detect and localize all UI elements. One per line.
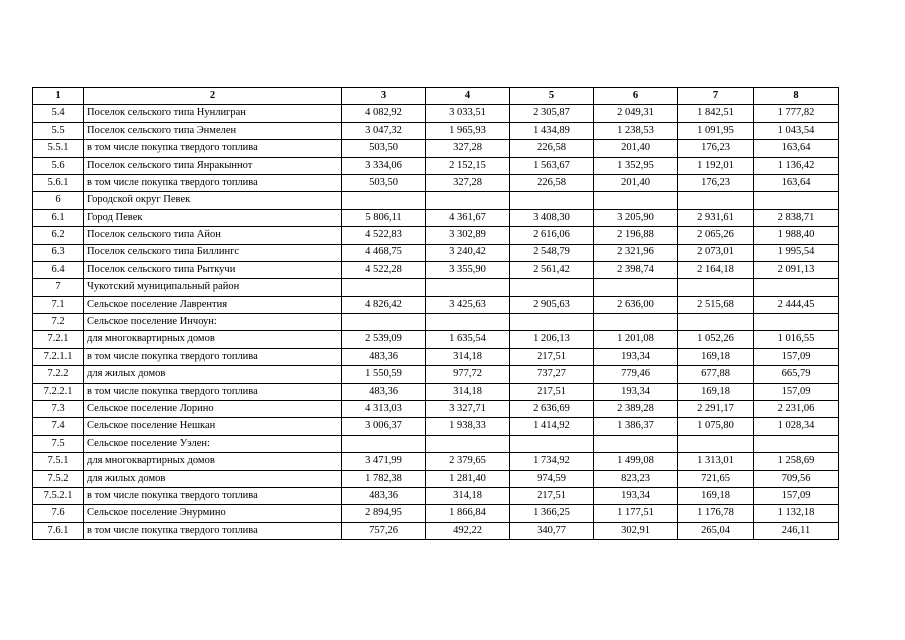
- row-number: 6.4: [33, 261, 84, 278]
- cell-value: 492,22: [426, 522, 510, 539]
- cell-value: 1 091,95: [678, 122, 754, 139]
- row-name: в том числе покупка твердого топлива: [84, 383, 342, 400]
- table-row: [33, 487, 839, 504]
- row-number: 5.6: [33, 157, 84, 174]
- table-row: [33, 453, 839, 470]
- cell-value: 327,28: [426, 140, 510, 157]
- cell-value: 2 379,65: [426, 453, 510, 470]
- table-row: [33, 296, 839, 313]
- table-row: [33, 261, 839, 278]
- cell-value: 1 366,25: [510, 505, 594, 522]
- cell-value: 169,18: [678, 487, 754, 504]
- row-name: в том числе покупка твердого топлива: [84, 487, 342, 504]
- cell-value: 3 355,90: [426, 261, 510, 278]
- cell-value: 2 838,71: [754, 209, 839, 226]
- cell-value: 2 398,74: [594, 261, 678, 278]
- table-row: [33, 227, 839, 244]
- cell-value: 3 006,37: [342, 418, 426, 435]
- row-name: для многоквартирных домов: [84, 453, 342, 470]
- cell-value: 1 938,33: [426, 418, 510, 435]
- cell-value: 709,56: [754, 470, 839, 487]
- cell-value: 1 075,80: [678, 418, 754, 435]
- row-name: для жилых домов: [84, 470, 342, 487]
- table-row: [33, 192, 839, 209]
- cell-value: 4 522,28: [342, 261, 426, 278]
- table-row: [33, 331, 839, 348]
- row-number: 6.1: [33, 209, 84, 226]
- cell-value: [754, 435, 839, 452]
- row-name: Сельское поселение Нешкан: [84, 418, 342, 435]
- row-number: 5.5: [33, 122, 84, 139]
- cell-value: [754, 314, 839, 331]
- cell-value: 721,65: [678, 470, 754, 487]
- row-name: Чукотский муниципальный район: [84, 279, 342, 296]
- row-name: в том числе покупка твердого топлива: [84, 348, 342, 365]
- cell-value: 217,51: [510, 383, 594, 400]
- row-number: 5.4: [33, 105, 84, 122]
- row-number: 7.2.1: [33, 331, 84, 348]
- row-number: 6.3: [33, 244, 84, 261]
- cell-value: 2 905,63: [510, 296, 594, 313]
- cell-value: [754, 279, 839, 296]
- cell-value: 1 734,92: [510, 453, 594, 470]
- cell-value: 1 258,69: [754, 453, 839, 470]
- cell-value: 737,27: [510, 366, 594, 383]
- cell-value: 314,18: [426, 348, 510, 365]
- cell-value: [426, 435, 510, 452]
- cell-value: 757,26: [342, 522, 426, 539]
- cell-value: 1 434,89: [510, 122, 594, 139]
- row-name: Поселок сельского типа Энмелен: [84, 122, 342, 139]
- row-name: Сельское поселение Лаврентия: [84, 296, 342, 313]
- cell-value: 226,58: [510, 174, 594, 191]
- cell-value: [678, 435, 754, 452]
- table-row: [33, 401, 839, 418]
- cell-value: 302,91: [594, 522, 678, 539]
- cell-value: 226,58: [510, 140, 594, 157]
- cell-value: 1 177,51: [594, 505, 678, 522]
- cell-value: [510, 192, 594, 209]
- cell-value: 2 561,42: [510, 261, 594, 278]
- cell-value: 4 522,83: [342, 227, 426, 244]
- cell-value: 2 616,06: [510, 227, 594, 244]
- cell-value: [510, 279, 594, 296]
- cell-value: 665,79: [754, 366, 839, 383]
- cell-value: 2 389,28: [594, 401, 678, 418]
- cell-value: 2 931,61: [678, 209, 754, 226]
- cell-value: 2 321,96: [594, 244, 678, 261]
- cell-value: 2 073,01: [678, 244, 754, 261]
- cell-value: 977,72: [426, 366, 510, 383]
- cell-value: 1 201,08: [594, 331, 678, 348]
- table-row: [33, 105, 839, 122]
- row-name: Поселок сельского типа Нунлигран: [84, 105, 342, 122]
- row-number: 7.2.2.1: [33, 383, 84, 400]
- cell-value: [594, 314, 678, 331]
- cell-value: [342, 435, 426, 452]
- cell-value: [510, 435, 594, 452]
- cell-value: 4 468,75: [342, 244, 426, 261]
- row-number: 7.3: [33, 401, 84, 418]
- cell-value: [342, 314, 426, 331]
- cell-value: 2 152,15: [426, 157, 510, 174]
- table-row: [33, 418, 839, 435]
- header-cell: 5: [510, 88, 594, 105]
- cell-value: 2 444,45: [754, 296, 839, 313]
- cell-value: 176,23: [678, 140, 754, 157]
- cell-value: 3 334,06: [342, 157, 426, 174]
- cell-value: 503,50: [342, 174, 426, 191]
- cell-value: 1 281,40: [426, 470, 510, 487]
- cell-value: 974,59: [510, 470, 594, 487]
- cell-value: 2 548,79: [510, 244, 594, 261]
- row-number: 7.2.2: [33, 366, 84, 383]
- cell-value: [754, 192, 839, 209]
- cell-value: 503,50: [342, 140, 426, 157]
- row-name: Сельское поселение Уэлен:: [84, 435, 342, 452]
- header-cell: 3: [342, 88, 426, 105]
- header-cell: 8: [754, 88, 839, 105]
- cell-value: 2 636,69: [510, 401, 594, 418]
- row-name: в том числе покупка твердого топлива: [84, 174, 342, 191]
- cell-value: 3 302,89: [426, 227, 510, 244]
- cell-value: 3 327,71: [426, 401, 510, 418]
- table-row: [33, 505, 839, 522]
- cell-value: 4 082,92: [342, 105, 426, 122]
- cell-value: 1 028,34: [754, 418, 839, 435]
- cell-value: 340,77: [510, 522, 594, 539]
- cell-value: [342, 279, 426, 296]
- cell-value: 193,34: [594, 383, 678, 400]
- table-row: [33, 348, 839, 365]
- cell-value: 169,18: [678, 383, 754, 400]
- row-name: Поселок сельского типа Айон: [84, 227, 342, 244]
- row-name: для многоквартирных домов: [84, 331, 342, 348]
- row-number: 7.5.2.1: [33, 487, 84, 504]
- cell-value: 3 205,90: [594, 209, 678, 226]
- cell-value: 1 866,84: [426, 505, 510, 522]
- table-row: [33, 157, 839, 174]
- cell-value: 193,34: [594, 487, 678, 504]
- table-row: [33, 279, 839, 296]
- cell-value: 314,18: [426, 383, 510, 400]
- table-row: [33, 470, 839, 487]
- cell-value: 2 291,17: [678, 401, 754, 418]
- cell-value: 1 988,40: [754, 227, 839, 244]
- cell-value: 1 043,54: [754, 122, 839, 139]
- table-row: [33, 140, 839, 157]
- row-name: Город Певек: [84, 209, 342, 226]
- cell-value: [426, 192, 510, 209]
- cell-value: [594, 279, 678, 296]
- cell-value: 1 206,13: [510, 331, 594, 348]
- cell-value: [342, 192, 426, 209]
- tariff-table: [32, 87, 839, 540]
- cell-value: 1 352,95: [594, 157, 678, 174]
- cell-value: 1 965,93: [426, 122, 510, 139]
- cell-value: 3 408,30: [510, 209, 594, 226]
- cell-value: 176,23: [678, 174, 754, 191]
- cell-value: 5 806,11: [342, 209, 426, 226]
- cell-value: 483,36: [342, 383, 426, 400]
- cell-value: 327,28: [426, 174, 510, 191]
- cell-value: 2 049,31: [594, 105, 678, 122]
- table-row: [33, 244, 839, 261]
- row-number: 5.6.1: [33, 174, 84, 191]
- cell-value: 1 842,51: [678, 105, 754, 122]
- row-name: для жилых домов: [84, 366, 342, 383]
- row-number: 7.2: [33, 314, 84, 331]
- row-number: 7.5.1: [33, 453, 84, 470]
- cell-value: 779,46: [594, 366, 678, 383]
- header-cell: 2: [84, 88, 342, 105]
- table-row: [33, 522, 839, 539]
- row-name: Поселок сельского типа Биллингс: [84, 244, 342, 261]
- cell-value: 3 047,32: [342, 122, 426, 139]
- cell-value: 823,23: [594, 470, 678, 487]
- table-row: [33, 174, 839, 191]
- cell-value: 4 361,67: [426, 209, 510, 226]
- cell-value: 483,36: [342, 487, 426, 504]
- row-number: 5.5.1: [33, 140, 84, 157]
- table-row: [33, 122, 839, 139]
- cell-value: 1 563,67: [510, 157, 594, 174]
- cell-value: 3 240,42: [426, 244, 510, 261]
- cell-value: 217,51: [510, 487, 594, 504]
- cell-value: 1 414,92: [510, 418, 594, 435]
- row-name: в том числе покупка твердого топлива: [84, 522, 342, 539]
- table-header-row: [33, 88, 839, 105]
- row-number: 7.1: [33, 296, 84, 313]
- row-name: Сельское поселение Инчоун:: [84, 314, 342, 331]
- cell-value: 2 305,87: [510, 105, 594, 122]
- cell-value: 265,04: [678, 522, 754, 539]
- cell-value: 1 550,59: [342, 366, 426, 383]
- header-cell: 1: [33, 88, 84, 105]
- cell-value: 2 164,18: [678, 261, 754, 278]
- cell-value: 201,40: [594, 174, 678, 191]
- cell-value: 2 894,95: [342, 505, 426, 522]
- cell-value: 1 635,54: [426, 331, 510, 348]
- cell-value: [678, 279, 754, 296]
- cell-value: 3 471,99: [342, 453, 426, 470]
- cell-value: 201,40: [594, 140, 678, 157]
- cell-value: 2 196,88: [594, 227, 678, 244]
- cell-value: 2 231,06: [754, 401, 839, 418]
- table-row: [33, 314, 839, 331]
- cell-value: 1 238,53: [594, 122, 678, 139]
- cell-value: 2 515,68: [678, 296, 754, 313]
- row-number: 7.2.1.1: [33, 348, 84, 365]
- cell-value: 217,51: [510, 348, 594, 365]
- cell-value: 163,64: [754, 174, 839, 191]
- row-number: 7.6: [33, 505, 84, 522]
- cell-value: 169,18: [678, 348, 754, 365]
- cell-value: [678, 192, 754, 209]
- row-number: 7.5: [33, 435, 84, 452]
- row-name: Сельское поселение Лорино: [84, 401, 342, 418]
- cell-value: 157,09: [754, 348, 839, 365]
- cell-value: 157,09: [754, 383, 839, 400]
- cell-value: 2 539,09: [342, 331, 426, 348]
- table-body: [33, 105, 839, 540]
- cell-value: 1 499,08: [594, 453, 678, 470]
- row-name: Сельское поселение Энурмино: [84, 505, 342, 522]
- header-cell: 7: [678, 88, 754, 105]
- cell-value: 314,18: [426, 487, 510, 504]
- row-number: 6.2: [33, 227, 84, 244]
- cell-value: 677,88: [678, 366, 754, 383]
- cell-value: 2 636,00: [594, 296, 678, 313]
- row-number: 7: [33, 279, 84, 296]
- cell-value: [594, 192, 678, 209]
- cell-value: [426, 279, 510, 296]
- cell-value: [426, 314, 510, 331]
- cell-value: 1 386,37: [594, 418, 678, 435]
- row-number: 6: [33, 192, 84, 209]
- cell-value: 1 192,01: [678, 157, 754, 174]
- row-number: 7.4: [33, 418, 84, 435]
- row-number: 7.6.1: [33, 522, 84, 539]
- cell-value: 2 091,13: [754, 261, 839, 278]
- cell-value: 3 425,63: [426, 296, 510, 313]
- cell-value: 483,36: [342, 348, 426, 365]
- cell-value: 1 052,26: [678, 331, 754, 348]
- cell-value: 4 826,42: [342, 296, 426, 313]
- cell-value: 157,09: [754, 487, 839, 504]
- cell-value: 1 777,82: [754, 105, 839, 122]
- table-row: [33, 435, 839, 452]
- cell-value: 1 995,54: [754, 244, 839, 261]
- cell-value: 246,11: [754, 522, 839, 539]
- table-row: [33, 383, 839, 400]
- cell-value: [594, 435, 678, 452]
- cell-value: 2 065,26: [678, 227, 754, 244]
- header-cell: 4: [426, 88, 510, 105]
- cell-value: 1 176,78: [678, 505, 754, 522]
- cell-value: 1 132,18: [754, 505, 839, 522]
- row-name: Поселок сельского типа Янракыннот: [84, 157, 342, 174]
- cell-value: 1 313,01: [678, 453, 754, 470]
- row-name: Городской округ Певек: [84, 192, 342, 209]
- header-cell: 6: [594, 88, 678, 105]
- cell-value: 1 016,55: [754, 331, 839, 348]
- row-number: 7.5.2: [33, 470, 84, 487]
- cell-value: 1 136,42: [754, 157, 839, 174]
- cell-value: [678, 314, 754, 331]
- cell-value: 4 313,03: [342, 401, 426, 418]
- cell-value: 3 033,51: [426, 105, 510, 122]
- row-name: Поселок сельского типа Рыткучи: [84, 261, 342, 278]
- table-row: [33, 209, 839, 226]
- cell-value: 1 782,38: [342, 470, 426, 487]
- table-row: [33, 366, 839, 383]
- cell-value: 163,64: [754, 140, 839, 157]
- row-name: в том числе покупка твердого топлива: [84, 140, 342, 157]
- cell-value: 193,34: [594, 348, 678, 365]
- cell-value: [510, 314, 594, 331]
